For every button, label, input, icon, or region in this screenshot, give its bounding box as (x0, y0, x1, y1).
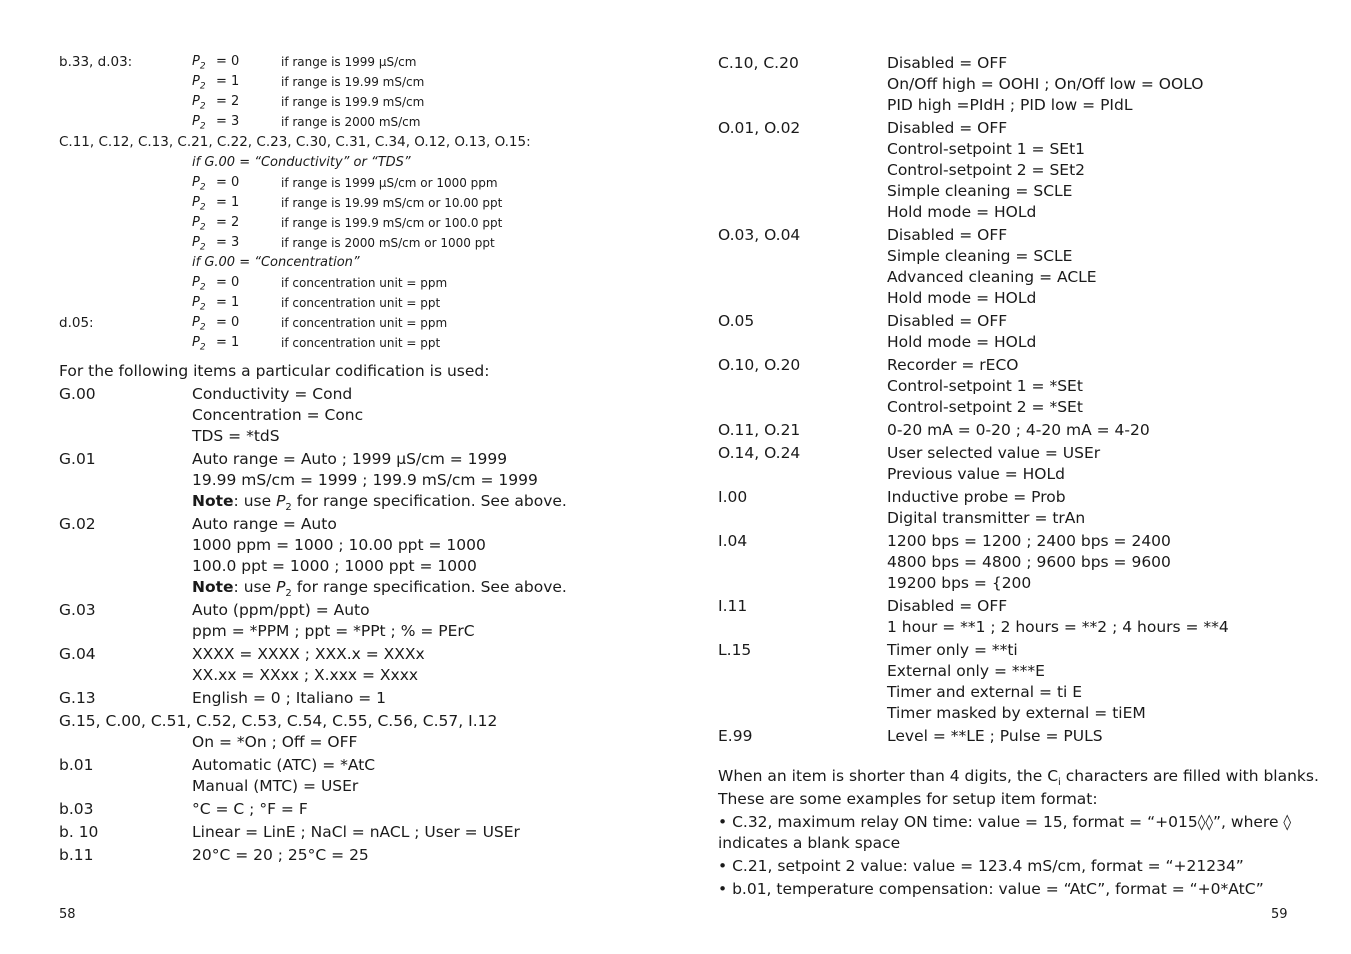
para-text: When an item is shorter than 4 digits, the C (718, 767, 1059, 785)
item-value: Level = **LE ; Pulse = PULS (887, 727, 1103, 745)
p2-description: if range is 19.99 mS/cm (281, 75, 425, 89)
item-value: 0-20 mA = 0-20 ; 4-20 mA = 4-20 (887, 421, 1150, 439)
page-number-right: 59 (1271, 907, 1288, 922)
item-value: Disabled = OFF (887, 312, 1008, 330)
item-value: Disabled = OFF (887, 226, 1008, 244)
item-value: English = 0 ; Italiano = 1 (192, 689, 387, 707)
item-code: I.11 (718, 597, 748, 615)
item-code: O.01, O.02 (718, 119, 801, 137)
item-value: Timer only = **ti (887, 641, 1018, 659)
param-code: C.11, C.12, C.13, C.21, C.22, C.23, C.30, C.31, C.34, O.12, O.13, O.15: (59, 134, 531, 150)
intro-text: For the following items a particular codification is used: (59, 362, 490, 380)
p2-description: if concentration unit = ppm (281, 276, 448, 290)
example-bullet: • b.01, temperature compensation: value = “AtC”, format = “+0*AtC” (718, 880, 1264, 898)
item-value: 1000 ppm = 1000 ; 10.00 ppt = 1000 (192, 536, 486, 554)
item-note (192, 492, 567, 513)
item-value: Auto range = Auto ; 1999 µS/cm = 1999 (192, 450, 508, 468)
item-code: G.13 (59, 689, 96, 707)
item-value: Timer masked by external = tiEM (887, 704, 1146, 722)
item-value: Control-setpoint 2 = *SEt (887, 398, 1083, 416)
p2-symbol: $P_2$ (192, 114, 206, 132)
item-value: Automatic (ATC) = *AtC (192, 756, 376, 774)
item-value: 1200 bps = 1200 ; 2400 bps = 2400 (887, 532, 1171, 550)
item-value: PID high =PIdH ; PID low = PIdL (887, 96, 1133, 114)
item-value: XXXX = XXXX ; XXX.x = XXXx (192, 645, 425, 663)
p2-symbol: $P_2$ (192, 74, 206, 92)
item-code: O.14, O.24 (718, 444, 801, 462)
item-value: External only = ***E (887, 662, 1045, 680)
p2-description: if range is 1999 µS/cm (281, 55, 417, 69)
p2-symbol: $P_2$ (192, 54, 206, 72)
p2-value: = 0 (216, 315, 240, 330)
p2-symbol: $P_2$ (192, 275, 206, 293)
item-code: L.15 (718, 641, 752, 659)
param-code: b.33, d.03: (59, 54, 133, 70)
item-code: b.03 (59, 800, 94, 818)
item-value: Auto range = Auto (192, 515, 337, 533)
item-code: I.04 (718, 532, 748, 550)
p2-description: if range is 2000 mS/cm or 1000 ppt (281, 236, 495, 250)
p2-value: = 3 (216, 114, 240, 129)
para-text: characters are filled with blanks. (1060, 767, 1319, 785)
note-text: : use (233, 492, 277, 510)
param-code: d.05: (59, 315, 94, 331)
note-label: Note (192, 492, 234, 510)
item-value: Previous value = HOLd (887, 465, 1065, 483)
p2-value: = 1 (216, 335, 240, 350)
item-value: 19.99 mS/cm = 1999 ; 199.9 mS/cm = 1999 (192, 471, 538, 489)
note-text: : use (233, 578, 277, 596)
p2-description: if concentration unit = ppm (281, 316, 448, 330)
item-value: 20°C = 20 ; 25°C = 25 (192, 846, 369, 864)
p2-symbol: $P_2$ (192, 315, 206, 333)
item-code: O.11, O.21 (718, 421, 801, 439)
item-value: Concentration = Conc (192, 406, 364, 424)
condition-text: if G.00 = “Concentration” (192, 255, 360, 270)
item-code: G.15, C.00, C.51, C.52, C.53, C.54, C.55, C.56, C.57, I.12 (59, 712, 498, 730)
item-value: Manual (MTC) = USEr (192, 777, 359, 795)
item-code: G.03 (59, 601, 96, 619)
item-value: Simple cleaning = SCLE (887, 182, 1073, 200)
item-value: Recorder = rECO (887, 356, 1019, 374)
p2-description: if range is 19.99 mS/cm or 10.00 ppt (281, 196, 503, 210)
p2-symbol: $P_2$ (192, 175, 206, 193)
item-value: ppm = *PPM ; ppt = *PPt ; % = PErC (192, 622, 475, 640)
p2-value: = 2 (216, 215, 240, 230)
note-paragraph (718, 767, 1319, 788)
note-text: for range specification. See above. (291, 492, 567, 510)
item-value: TDS = *tdS (192, 427, 280, 445)
item-code: E.99 (718, 727, 753, 745)
item-code: b. 10 (59, 823, 99, 841)
item-value: Advanced cleaning = ACLE (887, 268, 1097, 286)
item-value: Conductivity = Cond (192, 385, 353, 403)
p2-description: if range is 1999 µS/cm or 1000 ppm (281, 176, 498, 190)
condition-text: if G.00 = “Conductivity” or “TDS” (192, 155, 411, 170)
item-value: User selected value = USEr (887, 444, 1101, 462)
item-value: °C = C ; °F = F (192, 800, 308, 818)
p2-value: = 1 (216, 295, 240, 310)
p2-description: if range is 199.9 mS/cm (281, 95, 425, 109)
item-value: On = *On ; Off = OFF (192, 733, 358, 751)
p2-value: = 0 (216, 54, 240, 69)
subscript-i: i (1058, 777, 1061, 789)
item-code: O.10, O.20 (718, 356, 801, 374)
item-code: G.01 (59, 450, 96, 468)
p2-symbol: $P_2$ (276, 578, 292, 600)
p2-value: = 1 (216, 195, 240, 210)
item-value: On/Off high = OOHI ; On/Off low = OOLO (887, 75, 1204, 93)
item-code: G.02 (59, 515, 96, 533)
note-label: Note (192, 578, 234, 596)
item-code: I.00 (718, 488, 748, 506)
p2-symbol: $P_2$ (192, 295, 206, 313)
p2-symbol: $P_2$ (192, 335, 206, 353)
p2-symbol: $P_2$ (192, 215, 206, 233)
item-code: G.00 (59, 385, 96, 403)
item-value: Timer and external = ti E (887, 683, 1083, 701)
item-value: Auto (ppm/ppt) = Auto (192, 601, 370, 619)
item-value: XX.xx = XXxx ; X.xxx = Xxxx (192, 666, 419, 684)
item-code: b.01 (59, 756, 94, 774)
item-value: Control-setpoint 1 = *SEt (887, 377, 1083, 395)
p2-value: = 0 (216, 275, 240, 290)
p2-value: = 3 (216, 235, 240, 250)
item-value: Hold mode = HOLd (887, 333, 1037, 351)
item-note (192, 578, 567, 599)
p2-symbol: $P_2$ (276, 492, 292, 514)
item-value: Simple cleaning = SCLE (887, 247, 1073, 265)
item-value: 100.0 ppt = 1000 ; 1000 ppt = 1000 (192, 557, 477, 575)
note-text: for range specification. See above. (291, 578, 567, 596)
p2-symbol: $P_2$ (192, 94, 206, 112)
right-page (718, 0, 1318, 954)
p2-description: if range is 2000 mS/cm (281, 115, 421, 129)
item-value: Disabled = OFF (887, 119, 1008, 137)
p2-description: if range is 199.9 mS/cm or 100.0 ppt (281, 216, 503, 230)
p2-value: = 0 (216, 175, 240, 190)
item-code: G.04 (59, 645, 96, 663)
p2-description: if concentration unit = ppt (281, 296, 441, 310)
item-value: 1 hour = **1 ; 2 hours = **2 ; 4 hours = **4 (887, 618, 1229, 636)
item-value: Control-setpoint 1 = SEt1 (887, 140, 1086, 158)
example-bullet: • C.21, setpoint 2 value: value = 123.4 mS/cm, format = “+21234” (718, 857, 1244, 875)
item-value: Hold mode = HOLd (887, 203, 1037, 221)
item-value: Disabled = OFF (887, 54, 1008, 72)
item-value: Hold mode = HOLd (887, 289, 1037, 307)
p2-description: if concentration unit = ppt (281, 336, 441, 350)
item-code: C.10, C.20 (718, 54, 799, 72)
item-value: 4800 bps = 4800 ; 9600 bps = 9600 (887, 553, 1171, 571)
p2-symbol: $P_2$ (192, 195, 206, 213)
item-value: 19200 bps = {200 (887, 574, 1032, 592)
item-code: O.05 (718, 312, 755, 330)
item-code: b.11 (59, 846, 94, 864)
examples-intro: These are some examples for setup item format: (718, 790, 1098, 808)
item-value: Digital transmitter = trAn (887, 509, 1086, 527)
left-page (59, 0, 659, 954)
item-code: O.03, O.04 (718, 226, 801, 244)
page-number-left: 58 (59, 907, 76, 922)
p2-value: = 2 (216, 94, 240, 109)
item-value: Control-setpoint 2 = SEt2 (887, 161, 1086, 179)
p2-value: = 1 (216, 74, 240, 89)
item-value: Linear = LinE ; NaCl = nACL ; User = USEr (192, 823, 520, 841)
p2-symbol: $P_2$ (192, 235, 206, 253)
item-value: Disabled = OFF (887, 597, 1008, 615)
example-bullet: indicates a blank space (718, 834, 901, 852)
item-value: Inductive probe = Prob (887, 488, 1066, 506)
example-bullet: • C.32, maximum relay ON time: value = 15, format = “+015◊◊”, where ◊ (718, 813, 1292, 831)
